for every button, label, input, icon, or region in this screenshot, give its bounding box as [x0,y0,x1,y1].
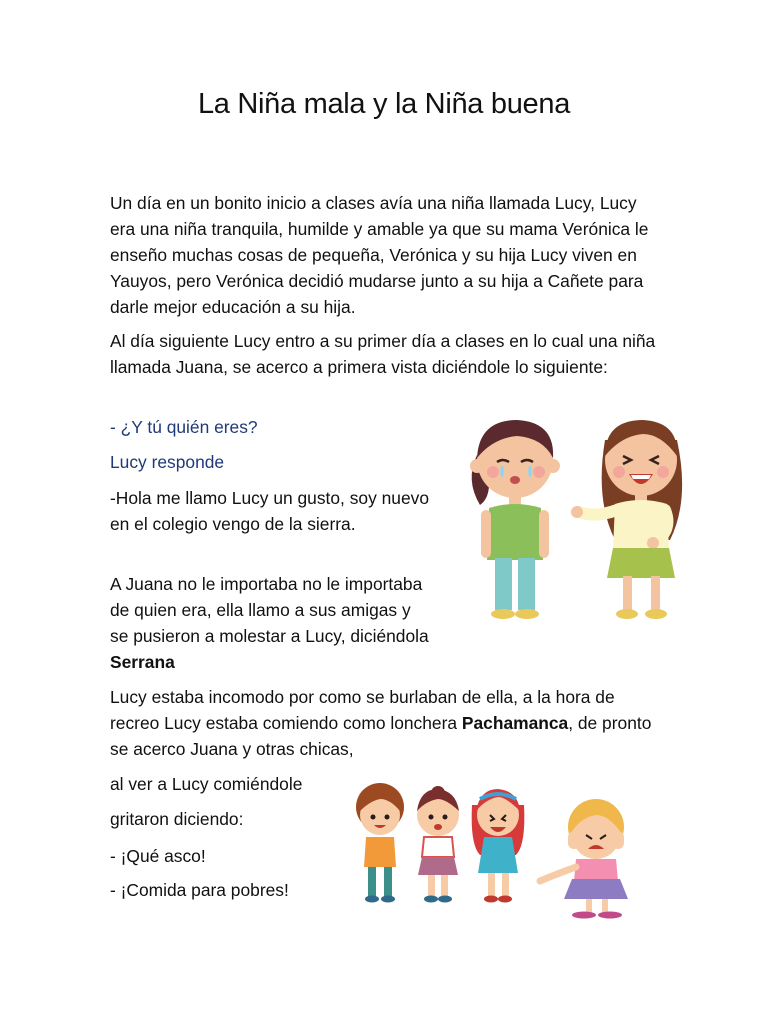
group-laughing-illustration [340,775,650,925]
dialogue-who-are-you: - ¿Y tú quién eres? [110,417,258,437]
paragraph-shouted: gritaron diciendo: [110,809,244,829]
serrana-word: Serrana [110,652,175,672]
laughing-girl-figure [571,420,682,619]
teasing-girl-3 [472,789,525,903]
teasing-girl-1 [356,783,404,903]
teasing-girl-2 [417,786,459,903]
recess-text-pre: Lucy estaba incomodo por como se burlaban de ella, a la hora de recreo Lucy estaba comiendo como lonchera [110,687,615,733]
crying-girl-figure [470,420,560,619]
paragraph-juana-teasing [110,571,430,675]
page-title: La Niña mala y la Niña buena [197,88,571,120]
pachamanca-word: Pachamanca [461,713,569,733]
dialogue-disgusting: - ¡Qué asco! [110,846,206,866]
crying-girl-lucy [540,799,628,919]
paragraph-recess [110,684,665,762]
dialogue-food-for-poor: - ¡Comida para pobres! [110,880,289,900]
recess-text-post: , de pronto se acerco Juana y otras chicas, [110,713,652,759]
paragraph-seeing-lucy: al ver a Lucy comiéndole [110,774,303,794]
paragraph-first-day: Al día siguiente Lucy entro a su primer día a clases en lo cual una niña llamada Juana, se acerco a primera vista diciéndole lo siguiente: [110,331,656,377]
juana-teasing-text: A Juana no le importaba no le importaba de quien era, ella llamo a sus amigas y se pusieron a molestar a Lucy, diciéndola [110,574,429,646]
dialogue-lucy-greeting: -Hola me llamo Lucy un gusto, soy nuevo en el colegio vengo de la sierra. [110,488,429,534]
two-girls-illustration [455,400,705,635]
lucy-responds-label: Lucy responde [110,452,225,472]
paragraph-intro: Un día en un bonito inicio a clases avía una niña llamada Lucy, Lucy era una niña tranquila, humilde y amable ya que su mama Verónica le enseño muchas cosas de pequeña, Verónica y su hija Lucy viven en Yauyos, pero Verónica decidió mudarse junto a su hija a Cañete para darle mejor educación a su hija. [110,193,649,317]
